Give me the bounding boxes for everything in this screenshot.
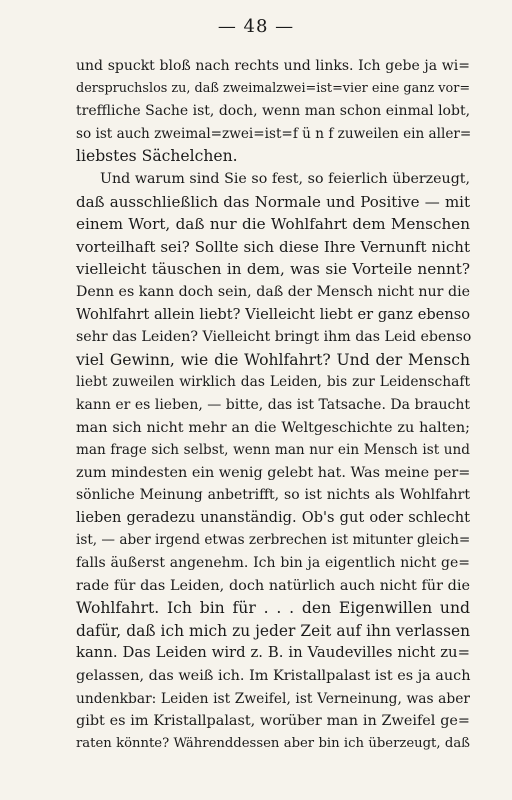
text-line: gelassen, das weiß ich. Im Kristallpalast ist es ja auch [76,668,471,685]
text-line: Wohlfahrt allein liebt? Vielleicht liebt er ganz ebenso [76,305,470,323]
text-line: ist, — aber irgend etwas zerbrechen ist mitunter gleich= [76,532,471,549]
text-line: Wohlfahrt. Ich bin für . . . den Eigenwillen und [76,599,470,618]
text-line: falls äußerst angenehm. Ich bin ja eigentlich nicht ge= [76,555,470,572]
page-number: — 48 — [217,16,295,37]
text-line: treffliche Sache ist, doch, wenn man schon einmal lobt, [76,103,471,120]
text-line: sönliche Meinung anbetrifft, so ist nichts als Wohlfahrt [76,487,470,504]
text-line: kann er es lieben, — bitte, das ist Tatsache. Da braucht [76,396,470,413]
text-line: vielleicht täuschen in dem, was sie Vorteile nennt? [76,260,470,279]
text-line: einem Wort, daß nur die Wohlfahrt dem Menschen [76,215,470,234]
text-line: man sich nicht mehr an die Weltgeschichte zu halten; [76,419,470,436]
text-line: sehr das Leiden? Vielleicht bringt ihm das Leid ebenso [76,329,472,346]
text-line: kann. Das Leiden wird z. B. in Vaudevilles nicht zu= [76,644,470,662]
text-line: rade für das Leiden, doch natürlich auch nicht für die [76,577,470,594]
text-line: gibt es im Kristallpalast, worüber man in Zweifel ge= [76,713,470,730]
text-line: liebstes Sächelchen. [76,147,238,166]
text-line: vorteilhaft sei? Sollte sich diese Ihre Vernunft nicht [76,237,470,256]
text-line: liebt zuweilen wirklich das Leiden, bis zur Leidenschaft [76,374,470,391]
text-line: raten könnte? Währenddessen aber bin ich überzeugt, daß [76,735,470,751]
text-line: dafür, daß ich mich zu jeder Zeit auf ihn verlassen [76,621,470,640]
text-line: lieben geradezu unanständig. Ob's gut oder schlecht [76,508,470,526]
text-line: zum mindesten ein wenig gelebt hat. Was meine per= [76,464,471,481]
text-line: Und warum sind Sie so fest, so feierlich überzeugt, [100,170,470,187]
text-line: viel Gewinn, wie die Wohlfahrt? Und der Mensch [76,350,470,369]
text-line: Denn es kann doch sein, daß der Mensch nicht nur die [76,283,470,300]
text-line: daß ausschließlich das Normale und Positive — mit [76,192,470,211]
text-line: und spuckt bloß nach rechts und links. Ich gebe ja wi= [76,58,470,74]
text-line: undenkbar: Leiden ist Zweifel, ist Verneinung, was aber [76,690,470,707]
text-line: so ist auch zweimal=zwei=ist=f ü n f zuweilen ein aller= [76,125,472,142]
text-line: derspruchslos zu, daß zweimalzwei=ist=vier eine ganz vor= [76,80,471,96]
text-line: man frage sich selbst, wenn man nur ein Mensch ist und [76,442,470,459]
body-text [76,55,470,755]
